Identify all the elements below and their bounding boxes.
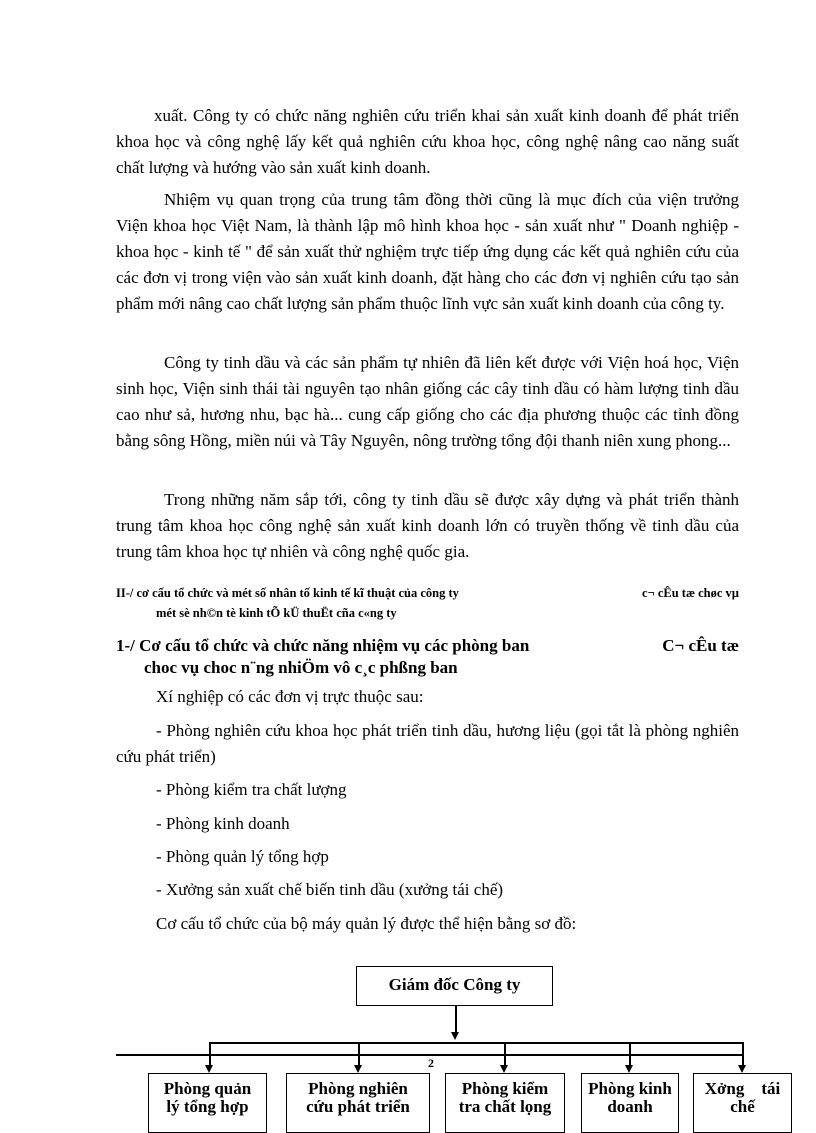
org-box-label: Phòng nghiên [308, 1079, 408, 1098]
org-box-admin [148, 1073, 267, 1133]
org-box-label: Phòng kiểm [461, 1079, 549, 1098]
unit-item-workshop: - Xưởng sản xuất chế biến tinh dầu (xưởng tái chế) [156, 880, 504, 899]
unit-item-business: - Phòng kinh doanh [156, 814, 290, 833]
org-box-label: tra chất lọng [458, 1097, 552, 1116]
org-box-label: Xởng tái [704, 1079, 781, 1098]
org-box-label: doanh [607, 1097, 653, 1116]
unit-item-research: - Phòng nghiên cứu khoa học phát triển tinh dầu, hương liệu (gọi tắt là phòng nghiên cứu phát triển) [116, 721, 739, 766]
org-box-workshop [693, 1073, 792, 1133]
org-box-quality [445, 1073, 565, 1133]
subsection-1-heading [116, 635, 739, 679]
paragraph-4: Trong những năm sắp tới, công ty tinh dầu sẽ được xây dựng và phát triển thành trung tâm khoa học công nghệ sản xuất kinh doanh lớn có truyền thống về tinh dầu của trung tâm khoa học tự nhiên và công nghệ quốc gia. [116, 490, 739, 561]
paragraph-1: xuất. Công ty có chức năng nghiên cứu triển khai sản xuất kinh doanh để phát triển khoa học và công nghệ lấy kết quả nghiên cứu khoa học, công nghệ nâng cao năng suất chất lượng và hướng vào sản xuất kinh doanh. [116, 106, 739, 177]
org-branch-arrow [500, 1065, 508, 1073]
section-2-garbled-text: c¬ cÊu tæ chøc vµ [642, 586, 739, 600]
org-box-label: Phòng quản [163, 1079, 252, 1098]
org-connector-horizontal [209, 1042, 742, 1044]
paragraph-3: Công ty tinh dầu và các sản phẩm tự nhiên đã liên kết được với Viện hoá học, Viện sinh học, Viện sinh thái tài nguyên tạo nhân giống các cây tinh dầu có hàm lượng tinh dầu cao như sả, hương nhu, bạc hà... cung cấp giống cho các địa phương thuộc các tỉnh đồng bằng sông Hồng, miền núi và Tây Nguyên, nông trường tổng đội thanh niên xung phong... [116, 353, 739, 450]
org-box-business [581, 1073, 679, 1133]
org-root-box [356, 966, 553, 1006]
org-box-label: Phòng kinh [588, 1079, 672, 1098]
unit-item-admin: - Phòng quản lý tổng hợp [156, 847, 329, 866]
subsection-1-garbled-text: C¬ cÊu tæ [662, 636, 739, 655]
section-2-title: II-/ cơ cấu tổ chức và mét số nhân tố kinh tế kĩ thuật của công ty [116, 586, 459, 600]
org-chart-intro: Cơ cấu tổ chức của bộ máy quản lý được thể hiện bằng sơ đồ: [156, 914, 577, 933]
section-2-title-line-2: mét sè nh©n tè kinh tÕ kÜ thuËt cña c«ng ty [156, 606, 397, 620]
paragraph-2: Nhiệm vụ quan trọng của trung tâm đồng thời cũng là mục đích của viện trưởng Viện khoa học Việt Nam, là thành lập mô hình khoa học - sản xuất như " Doanh nghiệp - khoa học - kinh tế " để sản xuất thử nghiệm trực tiếp ứng dụng các kết quả nghiên cứu của các đơn vị trong viện vào sản xuất kinh doanh, đặt hàng cho các đơn vị nghiên cứu tạo sản phẩm mới nâng cao chất lượng sản phẩm thuộc lĩnh vực sản xuất kinh doanh của công ty. [116, 190, 739, 313]
org-branch-arrow [354, 1065, 362, 1073]
unit-item-quality: - Phòng kiểm tra chất lượng [156, 780, 347, 799]
org-root-arrow [451, 1032, 459, 1040]
page-number: 2 [428, 1056, 434, 1070]
org-branch-arrow [738, 1065, 746, 1073]
org-branch-arrow [625, 1065, 633, 1073]
org-box-label: cứu phát triển [306, 1097, 410, 1116]
org-box-label: lý tổng hợp [166, 1097, 249, 1116]
units-intro: Xí nghiệp có các đơn vị trực thuộc sau: [156, 687, 424, 706]
org-root-label: Giám đốc Công ty [388, 975, 521, 994]
section-2-heading [116, 583, 739, 623]
org-branch-arrow [205, 1065, 213, 1073]
subsection-1-title-line-2: choc vụ choc n¨ng nhiÖm vô c¸c phßng ban [144, 658, 458, 677]
subsection-1-title: 1-/ Cơ cấu tổ chức và chức năng nhiệm vụ các phòng ban [116, 636, 530, 655]
org-box-research [286, 1073, 430, 1133]
org-box-label: chế [730, 1097, 755, 1116]
org-connector-vertical-root [455, 1006, 457, 1034]
